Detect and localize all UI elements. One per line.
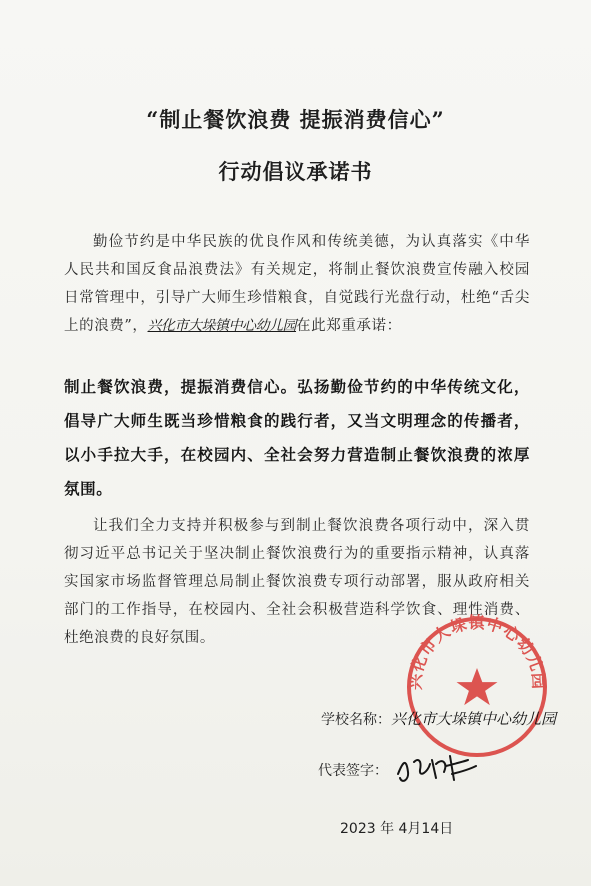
- handwritten-school-name: 兴化市大垛镇中心幼儿园: [147, 318, 297, 334]
- official-seal-stamp: [402, 612, 552, 762]
- document-subtitle: 行动倡议承诺书: [218, 159, 373, 184]
- school-name-row: [321, 708, 556, 729]
- document-title: “制止餐饮浪费 提振消费信心”: [146, 107, 445, 132]
- representative-row: [318, 760, 388, 780]
- handwritten-signature: [392, 744, 482, 790]
- signing-date: 2023 年 4月14日: [340, 821, 454, 837]
- representative-label: 代表签字：: [318, 763, 388, 779]
- intro-tail: 在此郑重承诺：: [296, 318, 402, 334]
- seal-star-icon: [457, 668, 498, 705]
- intro-paragraph: [64, 228, 530, 340]
- intro-text: 勤俭节约是中华民族的优良作风和传统美德，为认真落实《中华人民共和国反食品浪费法》有关规定，将制止餐饮浪费宣传融入校园日常管理中，引导广大师生珍惜粮食，自觉践行光盘行动，杜绝“舌尖上的浪费”，: [64, 234, 530, 334]
- school-name-value: 兴化市大垛镇中心幼儿园: [391, 710, 557, 728]
- seal-text: 兴化市大垛镇中心幼儿园: [405, 613, 549, 691]
- school-name-label: 学校名称：: [321, 712, 391, 728]
- closing-paragraph: 让我们全力支持并积极参与到制止餐饮浪费各项行动中，深入贯彻习近平总书记关于坚决制止餐饮浪费行为的重要指示精神，认真落实国家市场监督管理总局制止餐饮浪费专项行动部署，服从政府相关部门的工作指导，在校园内、全社会积极营造科学饮食、理性消费、杜绝浪费的良好氛围。: [64, 518, 530, 646]
- pledge-paragraph: 制止餐饮浪费，提振消费信心。弘扬勤俭节约的中华传统文化，倡导广大师生既当珍惜粮食的践行者，又当文明理念的传播者，以小手拉大手，在校园内、全社会努力营造制止餐饮浪费的浓厚氛围。: [64, 378, 530, 498]
